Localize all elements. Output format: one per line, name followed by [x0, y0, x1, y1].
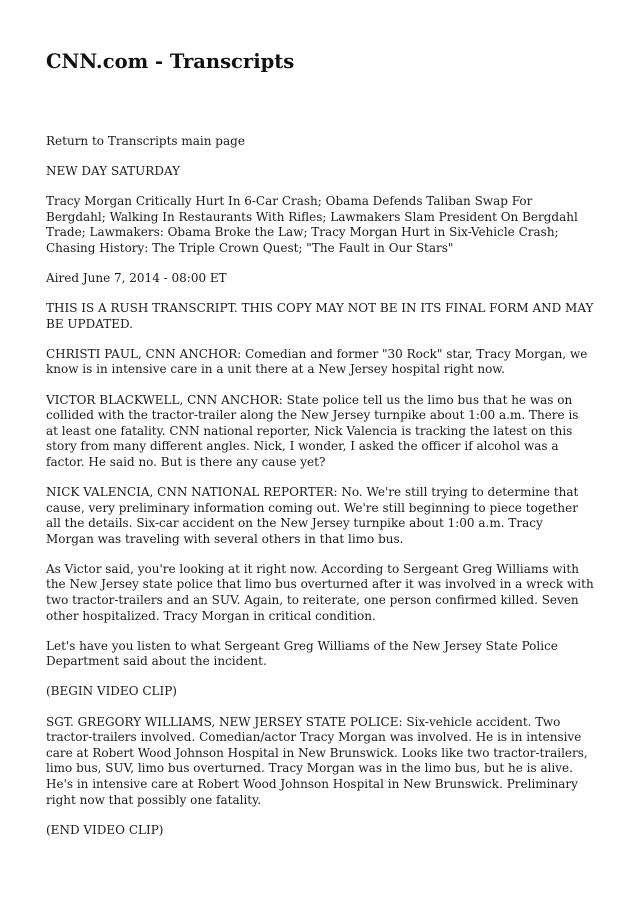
transcript-paragraph: (END VIDEO CLIP) [46, 822, 164, 837]
return-to-transcripts-link[interactable]: Return to Transcripts main page [46, 134, 245, 148]
rush-transcript-notice: THIS IS A RUSH TRANSCRIPT. THIS COPY MAY NOT BE IN ITS FINAL FORM AND MAY BE UPDATED. [46, 301, 594, 331]
transcript-paragraph: CHRISTI PAUL, CNN ANCHOR: Comedian and former "30 Rock" star, Tracy Morgan, we know is in intensive care in a unit there at a New Jersey hospital right now. [46, 346, 588, 377]
site-title: CNN.com - Transcripts [46, 50, 295, 73]
transcript-paragraph: As Victor said, you're looking at it right now. According to Sergeant Greg Williams with the New Jersey state police that limo bus overturned after it was involved in a wreck with two tractor-trailers and an SUV. Again, to reiterate, one person confirmed killed. Seven other hospitalized. Tracy Morgan in critical condition. [46, 561, 594, 623]
transcript-paragraph: VICTOR BLACKWELL, CNN ANCHOR: State police tell us the limo bus that he was on collided with the tractor-trailer along the New Jersey turnpike about 1:00 a.m. There is at least one fatality. CNN national reporter, Nick Valencia is tracking the latest on this story from many different angles. Nick, I wonder, I asked the officer if alcohol was a factor. He said no. But is there any cause yet? [46, 392, 579, 469]
return-link-paragraph [46, 134, 594, 150]
aired-date: Aired June 7, 2014 - 08:00 ET [46, 271, 227, 286]
transcript-paragraph: Let's have you listen to what Sergeant Greg Williams of the New Jersey State Police Department said about the incident. [46, 638, 558, 669]
transcript-paragraph: SGT. GREGORY WILLIAMS, NEW JERSEY STATE POLICE: Six-vehicle accident. Two tractor-trailers involved. Comedian/actor Tracy Morgan was involved. He is in intensive care at Robert Wood Johnson Hospital in New Brunswick. Looks like two tractor-trailers, limo bus, SUV, limo bus overturned. Tracy Morgan was in the limo bus, but he is alive. He's in intensive care at Robert Wood Johnson Hospital in New Brunswick. Preliminary right now that possibly one fatality. [46, 714, 588, 807]
show-name: NEW DAY SATURDAY [46, 164, 181, 179]
headline: Tracy Morgan Critically Hurt In 6-Car Crash; Obama Defends Taliban Swap For Bergdahl; Walking In Restaurants With Rifles; Lawmakers Slam President On Bergdahl Trade; Lawmakers: Obama Broke the Law; Tracy Morgan Hurt in Six-Vehicle Crash; Chasing History: The Triple Crown Quest; "The Fault in Our Stars" [46, 194, 578, 255]
transcript-paragraph: (BEGIN VIDEO CLIP) [46, 684, 177, 699]
transcript-paragraph: NICK VALENCIA, CNN NATIONAL REPORTER: No. We're still trying to determine that cause, very preliminary information coming out. We're still beginning to piece together all the details. Six-car accident on the New Jersey turnpike about 1:00 a.m. Tracy Morgan was traveling with several others in that limo bus. [46, 485, 579, 546]
